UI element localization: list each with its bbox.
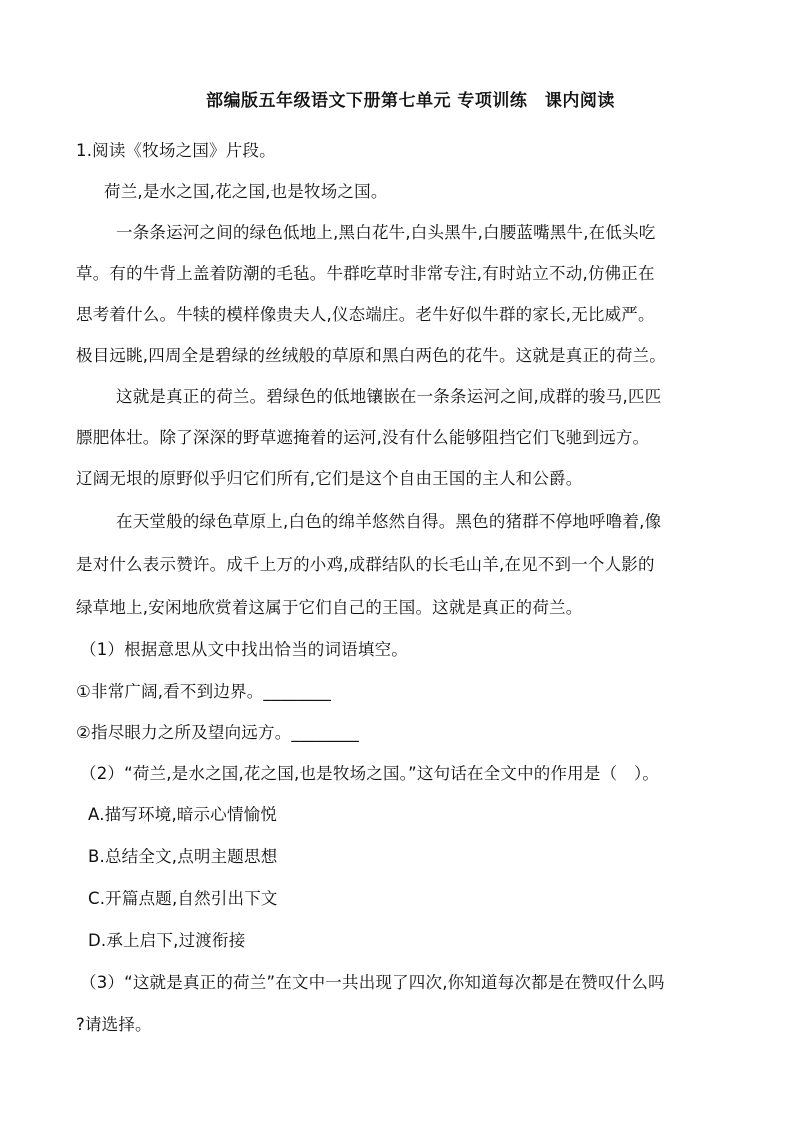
- passage-line: 草。有的牛背上盖着防潮的毛毡。牛群吃草时非常专注,有时站立不动,仿佛正在: [76, 264, 655, 283]
- sub-question-3-continued: ?请选择。: [76, 1015, 152, 1034]
- choice-option-c: C.开篇点题,自然引出下文: [88, 889, 278, 908]
- passage-line: 这就是真正的荷兰。碧绿色的低地镶嵌在一条条运河之间,成群的骏马,匹匹: [116, 387, 662, 406]
- question-1-heading: 1.阅读《牧场之国》片段。: [76, 141, 276, 160]
- passage-line: 是对什么表示赞许。成千上万的小鸡,成群结队的长毛山羊,在见不到一个人影的: [76, 555, 655, 574]
- passage-line: 绿草地上,安闲地欣赏着这属于它们自己的王国。这就是真正的荷兰。: [76, 598, 583, 617]
- fill-blank-item-1: ①非常广阔,看不到边界。________: [76, 682, 332, 701]
- choice-option-a: A.描写环境,暗示心情愉悦: [88, 805, 278, 824]
- sub-question-3: （3）“这就是真正的荷兰”在文中一共出现了四次,你知道每次都是在赞叹什么吗: [80, 973, 665, 992]
- passage-line: 思考着什么。牛犊的模样像贵夫人,仪态端庄。老牛好似牛群的家长,无比威严。: [76, 305, 655, 324]
- passage-line: 膘肥体壮。除了深深的野草遮掩着的运河,没有什么能够阻挡它们飞驰到远方。: [76, 428, 650, 447]
- passage-line: 极目远眺,四周全是碧绿的丝绒般的草原和黑白两色的花牛。这就是真正的荷兰。: [76, 346, 666, 365]
- fill-blank-item-2: ②指尽眼力之所及望向远方。________: [76, 723, 359, 742]
- page-title: 部编版五年级语文下册第七单元 专项训练 课内阅读: [206, 91, 615, 111]
- passage-line: 辽阔无垠的原野似乎归它们所有,它们是这个自由王国的主人和公爵。: [76, 469, 583, 488]
- choice-option-b: B.总结全文,点明主题思想: [88, 847, 278, 866]
- sub-question-2: （2）“荷兰,是水之国,花之国,也是牧场之国。”这句话在全文中的作用是（ ）。: [80, 764, 660, 783]
- sub-question-1: （1）根据意思从文中找出恰当的词语填空。: [80, 640, 408, 659]
- passage-line: 在天堂般的绿色草原上,白色的绵羊悠然自得。黑色的猪群不停地呼噜着,像: [116, 512, 662, 531]
- passage-line: 荷兰,是水之国,花之国,也是牧场之国。: [104, 182, 388, 201]
- choice-option-d: D.承上启下,过渡衔接: [88, 931, 246, 950]
- passage-line: 一条条运河之间的绿色低地上,黑白花牛,白头黑牛,白腰蓝嘴黑牛,在低头吃: [116, 223, 656, 242]
